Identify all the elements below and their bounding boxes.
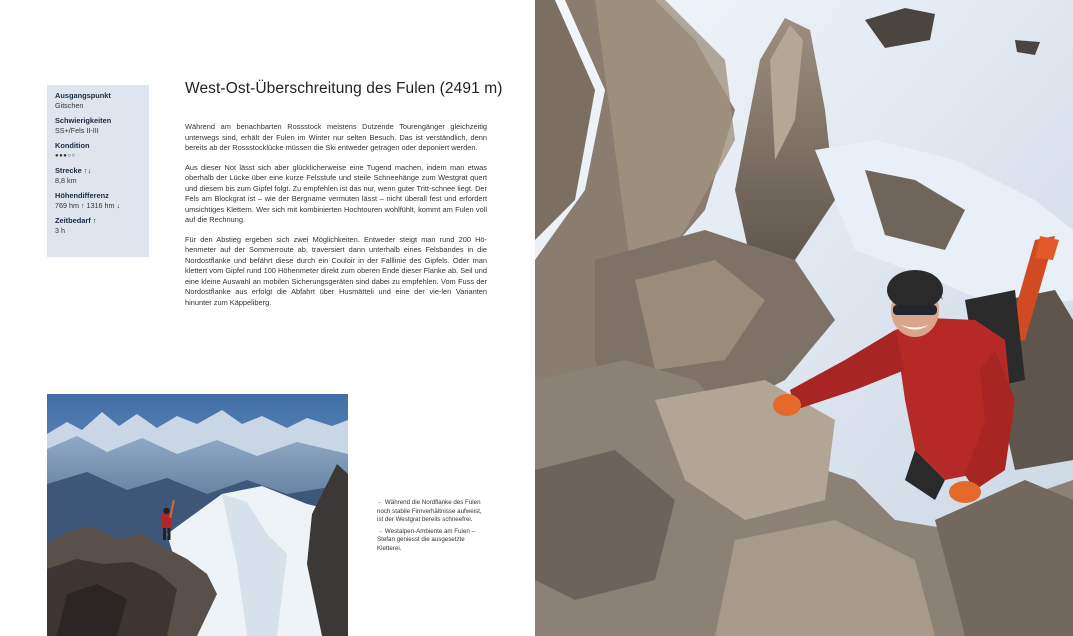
left-page — [0, 0, 534, 636]
info-label: Ausgangspunkt — [55, 91, 111, 100]
info-start — [55, 91, 149, 111]
article-title: West-Ost-Überschreitung des Fulen (2491 m) — [185, 80, 503, 97]
info-distance — [55, 166, 149, 186]
info-value: 769 hm ↑ 1316 hm ↓ — [55, 201, 121, 210]
photo-captions — [377, 499, 487, 557]
info-value: 3 h — [55, 226, 65, 235]
info-difficulty — [55, 116, 149, 136]
arrow-right-icon: → — [377, 527, 384, 535]
info-value: Gitschen — [55, 101, 84, 110]
article-body — [185, 122, 487, 317]
paragraph: Während am benachbarten Rossstock meistens Dutzende Tourengänger gleichzeitig unterwegs sind, erhält der Fulen im Winter nur selten Besuch. Das ist verständlich, denn bereits ab der Rossstocklücke müssen die Ski entweder getragen oder deponiert werden. — [185, 122, 487, 152]
photo-climber — [535, 0, 1073, 636]
info-label: Strecke ↑↓ — [55, 166, 92, 175]
condition-rating: ●●●○○ — [55, 153, 76, 159]
paragraph: Aus dieser Not lässt sich aber glücklicherweise eine Tugend machen, indem man etwas oberhalb der Lücke über eine kurze Felsstufe und steile Schneehänge zum Westgrat quert und diesem bis zum Gipfel folgt. Zu empfehlen ist das nur, wenn guter Tritt-schnee liegt. Der Fels am Blockgrat ist – wie der Bergname vermuten lässt – nicht überall fest und erfordert umsichtiges Klettern. Wer sich mit kombinierten Hochtouren wohlfühlt, kommt am Fulen voll auf die Rechnung. — [185, 162, 487, 224]
paragraph: Für den Abstieg ergeben sich zwei Möglichkeiten. Entweder steigt man rund 200 Hö-henmeter auf der Sommerroute ab, traversiert dann unterhalb eines Felsbandes in die Nordostflanke und befährt diese durch ein Couloir in der Falllinie des Gipfels. Oder man klettert vom Gipfel rund 100 Höhenmeter direkt zum oberen Ende dieser Flanke ab. Seil und eine kleine Auswahl an mobilen Sicherungsgeräten sind dabei zu empfehlen. Vom Fuss der Nordostflanke aus erfolgt die Abfahrt über Husmätteli und eine der vie-len Varianten hinunter zum Käppeliberg. — [185, 234, 487, 307]
caption-left — [377, 499, 487, 525]
info-value: 8,8 km — [55, 176, 77, 185]
info-value: SS+/Fels II-III — [55, 126, 99, 135]
tour-info-box — [47, 85, 149, 257]
caption-text: Westalpen-Ambiente am Fulen – Stefan geniesst die ausgesetzte Kletterei. — [377, 527, 475, 552]
photo-ridge-panorama — [47, 394, 348, 636]
caption-right — [377, 528, 487, 554]
info-elevation — [55, 191, 149, 211]
caption-text: Während die Nordflanke des Fulen noch stabile Firnverhältnisse aufweist, ist der Westgrat bereits schneefrei. — [377, 499, 482, 524]
info-label: Zeitbedarf ↑ — [55, 216, 97, 225]
info-label: Schwierigkeiten — [55, 116, 112, 125]
info-condition — [55, 141, 149, 161]
info-label: Höhendifferenz — [55, 191, 109, 200]
info-time — [55, 216, 149, 236]
arrow-left-icon: ← — [377, 499, 384, 506]
info-label: Kondition — [55, 141, 90, 150]
